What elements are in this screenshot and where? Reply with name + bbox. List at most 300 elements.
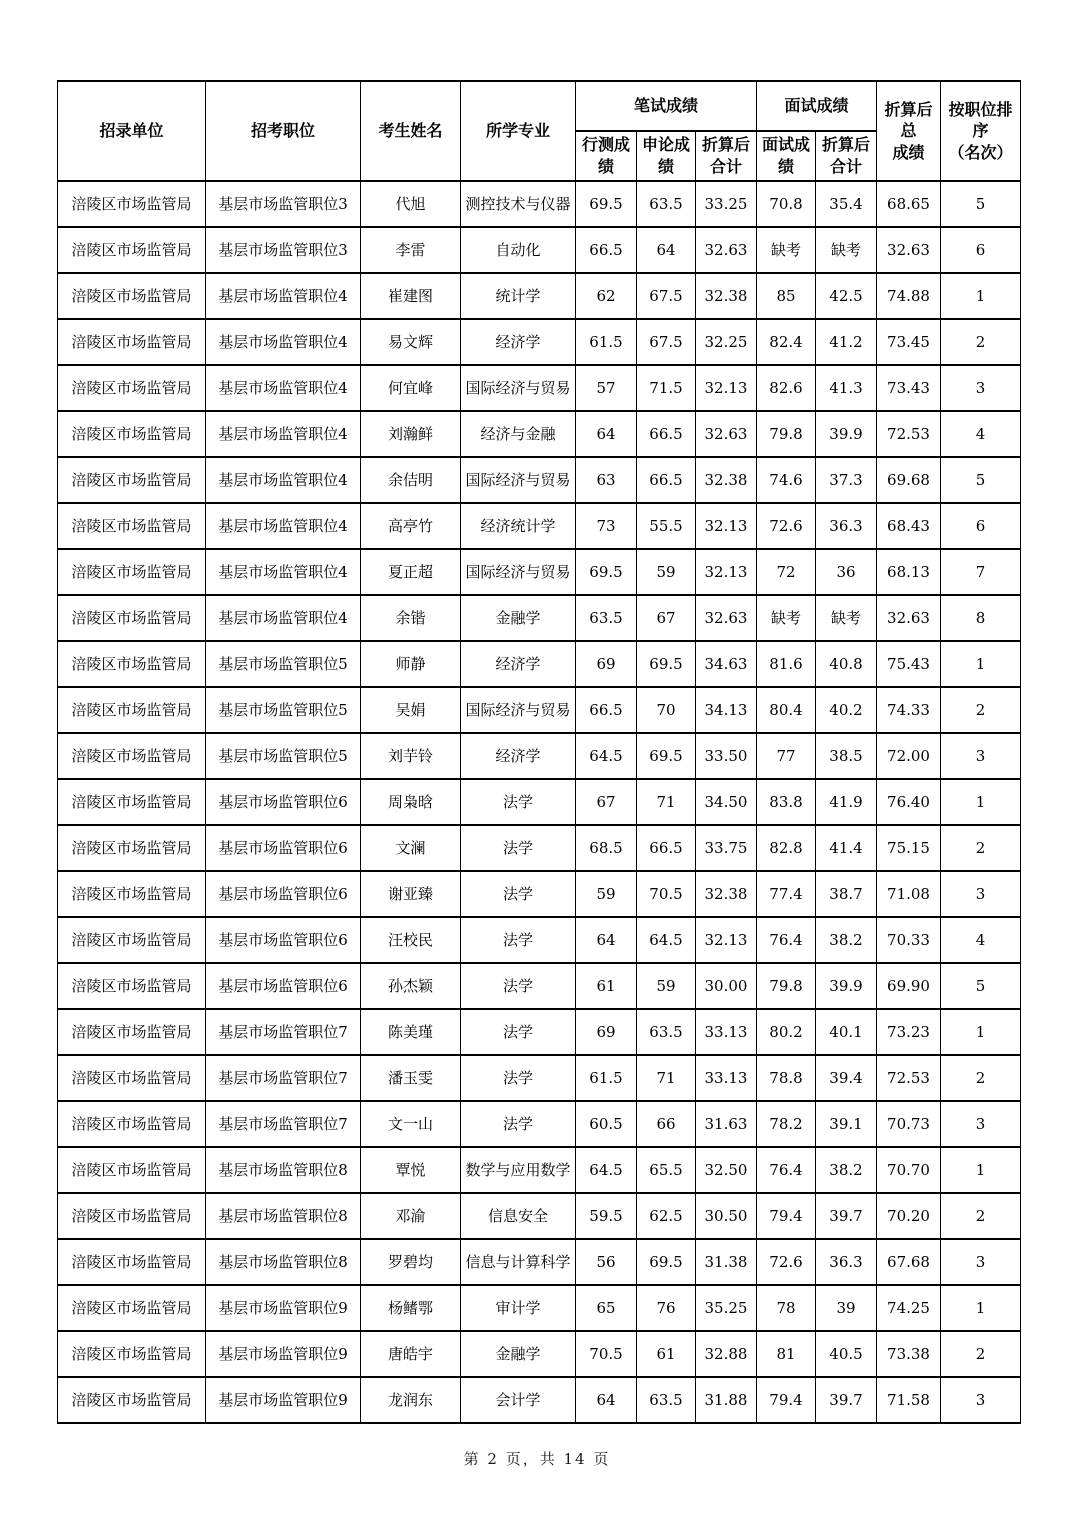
recruiting-unit-cell: 涪陵区市场监管局 xyxy=(58,319,206,365)
interview-score-cell: 72 xyxy=(757,549,816,595)
total-score-cell: 67.68 xyxy=(877,1239,941,1285)
shenlun-score-cell: 70.5 xyxy=(637,871,696,917)
candidate-name-cell: 代旭 xyxy=(361,181,461,227)
shenlun-score-cell: 66.5 xyxy=(637,825,696,871)
interview-converted-cell: 38.2 xyxy=(816,1147,877,1193)
xingce-score-cell: 67 xyxy=(576,779,637,825)
interview-converted-cell: 39.4 xyxy=(816,1055,877,1101)
interview-score-cell: 82.8 xyxy=(757,825,816,871)
header-written-converted-subtotal: 折算后合计 xyxy=(696,131,757,181)
header-rank-by-position xyxy=(941,81,1021,181)
shenlun-score-cell: 55.5 xyxy=(637,503,696,549)
written-converted-cell: 32.38 xyxy=(696,871,757,917)
total-score-cell: 73.23 xyxy=(877,1009,941,1055)
total-score-cell: 70.70 xyxy=(877,1147,941,1193)
header-shenlun-score: 申论成绩 xyxy=(637,131,696,181)
table-row xyxy=(58,273,1021,319)
written-converted-cell: 32.13 xyxy=(696,365,757,411)
interview-converted-cell: 36.3 xyxy=(816,1239,877,1285)
position-cell: 基层市场监管职位7 xyxy=(206,1055,361,1101)
rank-cell: 4 xyxy=(941,411,1021,457)
candidate-name-cell: 文一山 xyxy=(361,1101,461,1147)
xingce-score-cell: 64.5 xyxy=(576,1147,637,1193)
written-converted-cell: 32.50 xyxy=(696,1147,757,1193)
rank-cell: 3 xyxy=(941,365,1021,411)
candidate-name-cell: 杨鳍鄂 xyxy=(361,1285,461,1331)
interview-converted-cell: 41.2 xyxy=(816,319,877,365)
shenlun-score-cell: 64 xyxy=(637,227,696,273)
interview-converted-cell: 40.2 xyxy=(816,687,877,733)
written-converted-cell: 31.88 xyxy=(696,1377,757,1423)
interview-converted-cell: 39.9 xyxy=(816,963,877,1009)
rank-cell: 2 xyxy=(941,1331,1021,1377)
shenlun-score-cell: 66 xyxy=(637,1101,696,1147)
candidate-name-cell: 潘玉雯 xyxy=(361,1055,461,1101)
candidate-name-cell: 师静 xyxy=(361,641,461,687)
rank-cell: 3 xyxy=(941,733,1021,779)
table-row xyxy=(58,595,1021,641)
total-score-cell: 70.20 xyxy=(877,1193,941,1239)
written-converted-cell: 33.75 xyxy=(696,825,757,871)
major-cell: 国际经济与贸易 xyxy=(461,365,576,411)
header-candidate-name: 考生姓名 xyxy=(361,81,461,181)
major-cell: 金融学 xyxy=(461,595,576,641)
candidate-name-cell: 夏正超 xyxy=(361,549,461,595)
rank-cell: 5 xyxy=(941,963,1021,1009)
recruiting-unit-cell: 涪陵区市场监管局 xyxy=(58,457,206,503)
shenlun-score-cell: 66.5 xyxy=(637,411,696,457)
shenlun-score-cell: 62.5 xyxy=(637,1193,696,1239)
position-cell: 基层市场监管职位3 xyxy=(206,181,361,227)
written-converted-cell: 32.63 xyxy=(696,411,757,457)
shenlun-score-cell: 67.5 xyxy=(637,319,696,365)
table-row xyxy=(58,1377,1021,1423)
interview-score-cell: 81.6 xyxy=(757,641,816,687)
header-rank-line2: （名次） xyxy=(948,142,1013,162)
xingce-score-cell: 64 xyxy=(576,411,637,457)
candidate-name-cell: 余佶明 xyxy=(361,457,461,503)
position-cell: 基层市场监管职位3 xyxy=(206,227,361,273)
table-row xyxy=(58,503,1021,549)
rank-cell: 2 xyxy=(941,687,1021,733)
position-cell: 基层市场监管职位4 xyxy=(206,595,361,641)
major-cell: 法学 xyxy=(461,871,576,917)
major-cell: 数学与应用数学 xyxy=(461,1147,576,1193)
written-converted-cell: 30.50 xyxy=(696,1193,757,1239)
major-cell: 会计学 xyxy=(461,1377,576,1423)
recruiting-unit-cell: 涪陵区市场监管局 xyxy=(58,503,206,549)
table-row xyxy=(58,779,1021,825)
recruiting-unit-cell: 涪陵区市场监管局 xyxy=(58,1009,206,1055)
total-score-cell: 74.88 xyxy=(877,273,941,319)
interview-converted-cell: 41.4 xyxy=(816,825,877,871)
interview-converted-cell: 36.3 xyxy=(816,503,877,549)
interview-score-cell: 82.4 xyxy=(757,319,816,365)
position-cell: 基层市场监管职位4 xyxy=(206,319,361,365)
written-converted-cell: 33.25 xyxy=(696,181,757,227)
recruiting-unit-cell: 涪陵区市场监管局 xyxy=(58,917,206,963)
rank-cell: 1 xyxy=(941,1147,1021,1193)
position-cell: 基层市场监管职位9 xyxy=(206,1331,361,1377)
recruiting-unit-cell: 涪陵区市场监管局 xyxy=(58,365,206,411)
xingce-score-cell: 70.5 xyxy=(576,1331,637,1377)
position-cell: 基层市场监管职位6 xyxy=(206,871,361,917)
interview-converted-cell: 35.4 xyxy=(816,181,877,227)
total-score-cell: 73.38 xyxy=(877,1331,941,1377)
interview-score-cell: 79.4 xyxy=(757,1193,816,1239)
written-converted-cell: 32.25 xyxy=(696,319,757,365)
position-cell: 基层市场监管职位4 xyxy=(206,273,361,319)
xingce-score-cell: 59 xyxy=(576,871,637,917)
rank-cell: 4 xyxy=(941,917,1021,963)
table-row xyxy=(58,1147,1021,1193)
interview-score-cell: 78 xyxy=(757,1285,816,1331)
header-row-top xyxy=(58,81,1021,131)
major-cell: 法学 xyxy=(461,1055,576,1101)
total-score-cell: 71.58 xyxy=(877,1377,941,1423)
results-table xyxy=(57,80,1021,1424)
written-converted-cell: 34.50 xyxy=(696,779,757,825)
interview-score-cell: 78.2 xyxy=(757,1101,816,1147)
position-cell: 基层市场监管职位8 xyxy=(206,1193,361,1239)
table-row xyxy=(58,1055,1021,1101)
table-row xyxy=(58,1101,1021,1147)
interview-converted-cell: 39.7 xyxy=(816,1377,877,1423)
written-converted-cell: 31.63 xyxy=(696,1101,757,1147)
interview-score-cell: 85 xyxy=(757,273,816,319)
rank-cell: 2 xyxy=(941,1193,1021,1239)
interview-score-cell: 缺考 xyxy=(757,227,816,273)
rank-cell: 3 xyxy=(941,871,1021,917)
rank-cell: 2 xyxy=(941,1055,1021,1101)
major-cell: 信息与计算科学 xyxy=(461,1239,576,1285)
shenlun-score-cell: 61 xyxy=(637,1331,696,1377)
recruiting-unit-cell: 涪陵区市场监管局 xyxy=(58,273,206,319)
interview-score-cell: 缺考 xyxy=(757,595,816,641)
shenlun-score-cell: 67.5 xyxy=(637,273,696,319)
position-cell: 基层市场监管职位6 xyxy=(206,825,361,871)
candidate-name-cell: 刘瀚鲜 xyxy=(361,411,461,457)
interview-converted-cell: 41.9 xyxy=(816,779,877,825)
major-cell: 自动化 xyxy=(461,227,576,273)
table-row xyxy=(58,1285,1021,1331)
interview-converted-cell: 38.2 xyxy=(816,917,877,963)
candidate-name-cell: 邓渝 xyxy=(361,1193,461,1239)
recruiting-unit-cell: 涪陵区市场监管局 xyxy=(58,733,206,779)
interview-score-cell: 80.4 xyxy=(757,687,816,733)
interview-score-cell: 81 xyxy=(757,1331,816,1377)
written-converted-cell: 35.25 xyxy=(696,1285,757,1331)
interview-converted-cell: 37.3 xyxy=(816,457,877,503)
written-converted-cell: 33.50 xyxy=(696,733,757,779)
interview-score-cell: 72.6 xyxy=(757,503,816,549)
major-cell: 审计学 xyxy=(461,1285,576,1331)
position-cell: 基层市场监管职位8 xyxy=(206,1147,361,1193)
interview-converted-cell: 42.5 xyxy=(816,273,877,319)
position-cell: 基层市场监管职位6 xyxy=(206,779,361,825)
major-cell: 法学 xyxy=(461,917,576,963)
major-cell: 经济与金融 xyxy=(461,411,576,457)
shenlun-score-cell: 59 xyxy=(637,963,696,1009)
recruiting-unit-cell: 涪陵区市场监管局 xyxy=(58,1377,206,1423)
table-row xyxy=(58,549,1021,595)
header-recruited-position: 招考职位 xyxy=(206,81,361,181)
rank-cell: 3 xyxy=(941,1239,1021,1285)
interview-score-cell: 83.8 xyxy=(757,779,816,825)
total-score-cell: 68.65 xyxy=(877,181,941,227)
major-cell: 法学 xyxy=(461,1101,576,1147)
candidate-name-cell: 周枭晗 xyxy=(361,779,461,825)
header-converted-total-line2: 成绩 xyxy=(892,142,925,162)
shenlun-score-cell: 71.5 xyxy=(637,365,696,411)
major-cell: 经济学 xyxy=(461,319,576,365)
table-row xyxy=(58,1239,1021,1285)
major-cell: 国际经济与贸易 xyxy=(461,549,576,595)
interview-converted-cell: 38.7 xyxy=(816,871,877,917)
recruiting-unit-cell: 涪陵区市场监管局 xyxy=(58,549,206,595)
position-cell: 基层市场监管职位4 xyxy=(206,411,361,457)
table-row xyxy=(58,1193,1021,1239)
table-row xyxy=(58,457,1021,503)
position-cell: 基层市场监管职位5 xyxy=(206,733,361,779)
interview-score-cell: 72.6 xyxy=(757,1239,816,1285)
shenlun-score-cell: 65.5 xyxy=(637,1147,696,1193)
major-cell: 法学 xyxy=(461,779,576,825)
candidate-name-cell: 刘芋铃 xyxy=(361,733,461,779)
interview-score-cell: 76.4 xyxy=(757,1147,816,1193)
position-cell: 基层市场监管职位6 xyxy=(206,917,361,963)
total-score-cell: 72.53 xyxy=(877,411,941,457)
recruiting-unit-cell: 涪陵区市场监管局 xyxy=(58,641,206,687)
rank-cell: 3 xyxy=(941,1101,1021,1147)
major-cell: 法学 xyxy=(461,825,576,871)
table-row xyxy=(58,825,1021,871)
rank-cell: 1 xyxy=(941,641,1021,687)
position-cell: 基层市场监管职位4 xyxy=(206,549,361,595)
interview-converted-cell: 38.5 xyxy=(816,733,877,779)
rank-cell: 5 xyxy=(941,457,1021,503)
candidate-name-cell: 文澜 xyxy=(361,825,461,871)
total-score-cell: 73.45 xyxy=(877,319,941,365)
shenlun-score-cell: 66.5 xyxy=(637,457,696,503)
header-converted-total-score xyxy=(877,81,941,181)
recruiting-unit-cell: 涪陵区市场监管局 xyxy=(58,1101,206,1147)
rank-cell: 7 xyxy=(941,549,1021,595)
total-score-cell: 73.43 xyxy=(877,365,941,411)
interview-converted-cell: 40.5 xyxy=(816,1331,877,1377)
xingce-score-cell: 69 xyxy=(576,641,637,687)
recruiting-unit-cell: 涪陵区市场监管局 xyxy=(58,1147,206,1193)
written-converted-cell: 34.63 xyxy=(696,641,757,687)
shenlun-score-cell: 63.5 xyxy=(637,1377,696,1423)
total-score-cell: 75.43 xyxy=(877,641,941,687)
table-row xyxy=(58,871,1021,917)
shenlun-score-cell: 71 xyxy=(637,779,696,825)
interview-converted-cell: 39.1 xyxy=(816,1101,877,1147)
recruiting-unit-cell: 涪陵区市场监管局 xyxy=(58,227,206,273)
major-cell: 统计学 xyxy=(461,273,576,319)
recruiting-unit-cell: 涪陵区市场监管局 xyxy=(58,1331,206,1377)
shenlun-score-cell: 69.5 xyxy=(637,1239,696,1285)
total-score-cell: 70.33 xyxy=(877,917,941,963)
candidate-name-cell: 陈美瑾 xyxy=(361,1009,461,1055)
candidate-name-cell: 覃悦 xyxy=(361,1147,461,1193)
total-score-cell: 70.73 xyxy=(877,1101,941,1147)
interview-converted-cell: 40.8 xyxy=(816,641,877,687)
recruiting-unit-cell: 涪陵区市场监管局 xyxy=(58,1285,206,1331)
rank-cell: 2 xyxy=(941,825,1021,871)
total-score-cell: 72.00 xyxy=(877,733,941,779)
position-cell: 基层市场监管职位6 xyxy=(206,963,361,1009)
rank-cell: 1 xyxy=(941,779,1021,825)
candidate-name-cell: 吴娟 xyxy=(361,687,461,733)
candidate-name-cell: 龙润东 xyxy=(361,1377,461,1423)
xingce-score-cell: 63.5 xyxy=(576,595,637,641)
interview-score-cell: 82.6 xyxy=(757,365,816,411)
table-row xyxy=(58,641,1021,687)
header-converted-total-line1: 折算后总 xyxy=(884,99,933,141)
xingce-score-cell: 73 xyxy=(576,503,637,549)
total-score-cell: 32.63 xyxy=(877,227,941,273)
shenlun-score-cell: 70 xyxy=(637,687,696,733)
interview-converted-cell: 39 xyxy=(816,1285,877,1331)
total-score-cell: 68.13 xyxy=(877,549,941,595)
xingce-score-cell: 64 xyxy=(576,1377,637,1423)
rank-cell: 6 xyxy=(941,227,1021,273)
position-cell: 基层市场监管职位9 xyxy=(206,1285,361,1331)
table-row xyxy=(58,1331,1021,1377)
table-row xyxy=(58,733,1021,779)
major-cell: 金融学 xyxy=(461,1331,576,1377)
written-converted-cell: 32.13 xyxy=(696,503,757,549)
table-row xyxy=(58,917,1021,963)
major-cell: 经济学 xyxy=(461,733,576,779)
interview-converted-cell: 36 xyxy=(816,549,877,595)
page-footer xyxy=(0,1448,1074,1469)
shenlun-score-cell: 69.5 xyxy=(637,733,696,779)
candidate-name-cell: 易文辉 xyxy=(361,319,461,365)
rank-cell: 8 xyxy=(941,595,1021,641)
table-row xyxy=(58,687,1021,733)
header-interview-score: 面试成绩 xyxy=(757,131,816,181)
candidate-name-cell: 高亭竹 xyxy=(361,503,461,549)
header-written-test-group: 笔试成绩 xyxy=(576,81,757,131)
interview-score-cell: 74.6 xyxy=(757,457,816,503)
written-converted-cell: 30.00 xyxy=(696,963,757,1009)
xingce-score-cell: 61.5 xyxy=(576,1055,637,1101)
interview-score-cell: 77 xyxy=(757,733,816,779)
xingce-score-cell: 62 xyxy=(576,273,637,319)
xingce-score-cell: 59.5 xyxy=(576,1193,637,1239)
position-cell: 基层市场监管职位5 xyxy=(206,687,361,733)
written-converted-cell: 32.88 xyxy=(696,1331,757,1377)
rank-cell: 6 xyxy=(941,503,1021,549)
xingce-score-cell: 60.5 xyxy=(576,1101,637,1147)
major-cell: 国际经济与贸易 xyxy=(461,687,576,733)
xingce-score-cell: 68.5 xyxy=(576,825,637,871)
candidate-name-cell: 汪校民 xyxy=(361,917,461,963)
interview-converted-cell: 39.7 xyxy=(816,1193,877,1239)
position-cell: 基层市场监管职位5 xyxy=(206,641,361,687)
rank-cell: 5 xyxy=(941,181,1021,227)
xingce-score-cell: 66.5 xyxy=(576,227,637,273)
rank-cell: 1 xyxy=(941,1285,1021,1331)
recruiting-unit-cell: 涪陵区市场监管局 xyxy=(58,1055,206,1101)
table-row xyxy=(58,411,1021,457)
header-recruiting-unit: 招录单位 xyxy=(58,81,206,181)
recruiting-unit-cell: 涪陵区市场监管局 xyxy=(58,181,206,227)
total-score-cell: 68.43 xyxy=(877,503,941,549)
major-cell: 国际经济与贸易 xyxy=(461,457,576,503)
candidate-name-cell: 唐皓宇 xyxy=(361,1331,461,1377)
xingce-score-cell: 61.5 xyxy=(576,319,637,365)
table-row xyxy=(58,963,1021,1009)
shenlun-score-cell: 64.5 xyxy=(637,917,696,963)
total-score-cell: 71.08 xyxy=(877,871,941,917)
candidate-name-cell: 余锴 xyxy=(361,595,461,641)
header-interview-group: 面试成绩 xyxy=(757,81,877,131)
shenlun-score-cell: 63.5 xyxy=(637,1009,696,1055)
written-converted-cell: 32.38 xyxy=(696,273,757,319)
shenlun-score-cell: 59 xyxy=(637,549,696,595)
interview-score-cell: 79.4 xyxy=(757,1377,816,1423)
position-cell: 基层市场监管职位4 xyxy=(206,457,361,503)
major-cell: 经济学 xyxy=(461,641,576,687)
written-converted-cell: 32.13 xyxy=(696,549,757,595)
xingce-score-cell: 66.5 xyxy=(576,687,637,733)
candidate-name-cell: 孙杰颖 xyxy=(361,963,461,1009)
total-score-cell: 76.40 xyxy=(877,779,941,825)
header-major: 所学专业 xyxy=(461,81,576,181)
major-cell: 信息安全 xyxy=(461,1193,576,1239)
interview-score-cell: 76.4 xyxy=(757,917,816,963)
written-converted-cell: 33.13 xyxy=(696,1055,757,1101)
recruiting-unit-cell: 涪陵区市场监管局 xyxy=(58,1239,206,1285)
position-cell: 基层市场监管职位8 xyxy=(206,1239,361,1285)
position-cell: 基层市场监管职位7 xyxy=(206,1101,361,1147)
position-cell: 基层市场监管职位4 xyxy=(206,365,361,411)
candidate-name-cell: 罗碧均 xyxy=(361,1239,461,1285)
xingce-score-cell: 61 xyxy=(576,963,637,1009)
xingce-score-cell: 57 xyxy=(576,365,637,411)
recruiting-unit-cell: 涪陵区市场监管局 xyxy=(58,963,206,1009)
recruiting-unit-cell: 涪陵区市场监管局 xyxy=(58,595,206,641)
major-cell: 经济统计学 xyxy=(461,503,576,549)
rank-cell: 3 xyxy=(941,1377,1021,1423)
table-row xyxy=(58,227,1021,273)
total-score-cell: 69.68 xyxy=(877,457,941,503)
written-converted-cell: 34.13 xyxy=(696,687,757,733)
header-interview-converted-subtotal: 折算后合计 xyxy=(816,131,877,181)
interview-score-cell: 79.8 xyxy=(757,411,816,457)
shenlun-score-cell: 67 xyxy=(637,595,696,641)
interview-score-cell: 77.4 xyxy=(757,871,816,917)
table-row xyxy=(58,1009,1021,1055)
header-xingce-score: 行测成绩 xyxy=(576,131,637,181)
table-header xyxy=(58,81,1021,181)
xingce-score-cell: 69.5 xyxy=(576,181,637,227)
interview-score-cell: 80.2 xyxy=(757,1009,816,1055)
major-cell: 测控技术与仪器 xyxy=(461,181,576,227)
table-row xyxy=(58,365,1021,411)
written-converted-cell: 31.38 xyxy=(696,1239,757,1285)
recruiting-unit-cell: 涪陵区市场监管局 xyxy=(58,687,206,733)
candidate-name-cell: 崔建图 xyxy=(361,273,461,319)
xingce-score-cell: 69.5 xyxy=(576,549,637,595)
candidate-name-cell: 李雷 xyxy=(361,227,461,273)
candidate-name-cell: 何宜峰 xyxy=(361,365,461,411)
header-rank-line1: 按职位排序 xyxy=(948,99,1013,141)
